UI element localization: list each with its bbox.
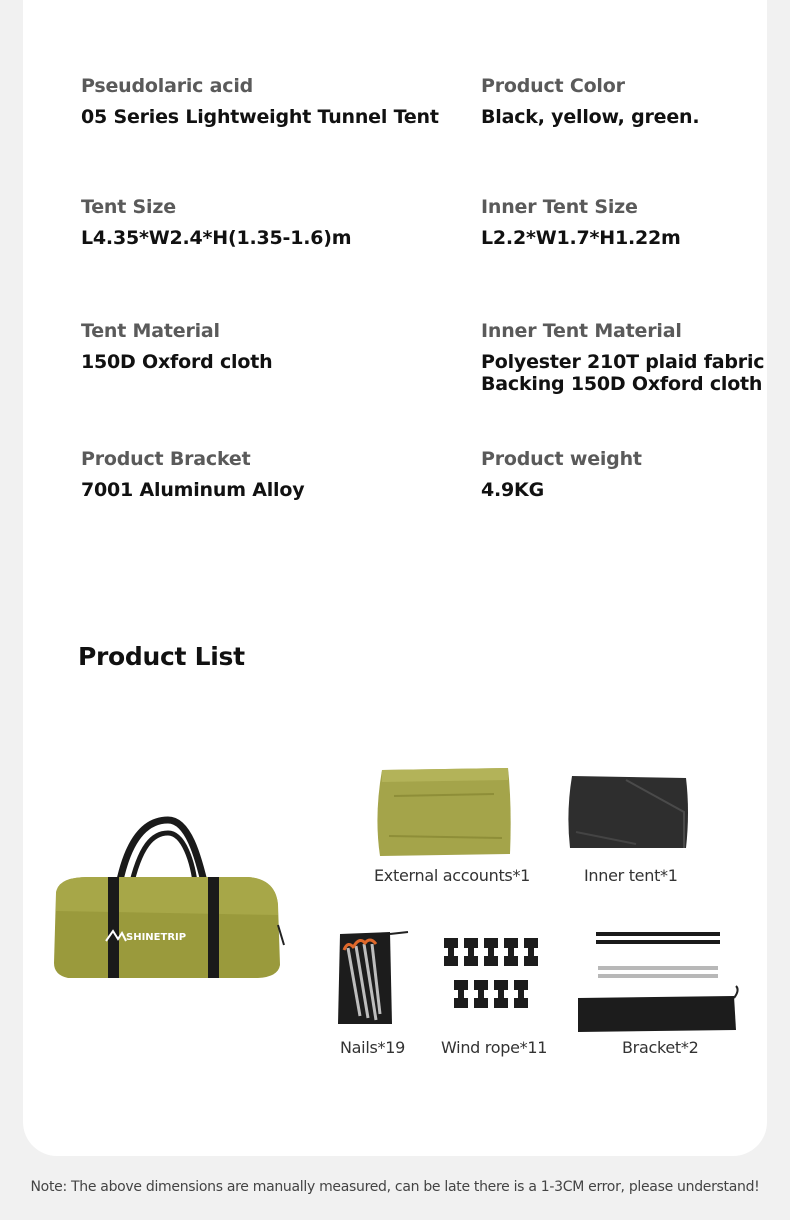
spec-label: Inner Tent Material [481,320,682,342]
item-caption-nails: Nails*19 [340,1038,405,1057]
spec-bracket [81,447,304,501]
spec-label: Product Color [481,75,625,97]
spec-tent-size [81,195,351,249]
spec-inner-size [481,195,681,249]
spec-value: Backing 150D Oxford cloth [481,373,763,395]
tent-poles-image [574,926,740,1034]
spec-value: 150D Oxford cloth [81,351,273,373]
spec-value: L2.2*W1.7*H1.22m [481,227,681,249]
spec-tent-material [81,319,272,373]
product-list-title: Product List [78,642,245,671]
spec-value: 7001 Aluminum Alloy [81,479,305,501]
tent-stakes-image [334,928,410,1028]
spec-label: Pseudolaric acid [81,75,254,97]
spec-label: Product Bracket [81,448,251,470]
spec-value: 4.9KG [481,479,544,501]
folded-flysheet-image [374,766,516,860]
item-caption-wind-rope: Wind rope*11 [441,1038,548,1057]
measurement-note: Note: The above dimensions are manually measured, can be late there is a 1-3CM error, please understand! [30,1179,760,1195]
bag-logo-text: SHINETRIP [126,932,187,943]
spec-name [81,74,439,128]
guy-ropes-image [440,932,546,1020]
spec-label: Tent Size [81,196,176,218]
spec-value: 05 Series Lightweight Tunnel Tent [81,106,439,128]
spec-value: Black, yellow, green. [481,106,700,128]
spec-label: Tent Material [81,320,220,342]
spec-value: Polyester 210T plaid fabric [481,351,765,373]
carry-bag-image [48,815,288,985]
spec-value: L4.35*W2.4*H(1.35-1.6)m [81,227,352,249]
spec-label: Product weight [481,448,642,470]
item-caption-flysheet: External accounts*1 [374,866,531,885]
item-caption-bracket: Bracket*2 [622,1038,699,1057]
spec-weight [481,447,642,501]
spec-label: Inner Tent Size [481,196,638,218]
item-caption-inner-tent: Inner tent*1 [584,866,678,885]
spec-inner-material [481,319,764,395]
spec-color [481,74,699,128]
folded-inner-tent-image [566,772,692,852]
